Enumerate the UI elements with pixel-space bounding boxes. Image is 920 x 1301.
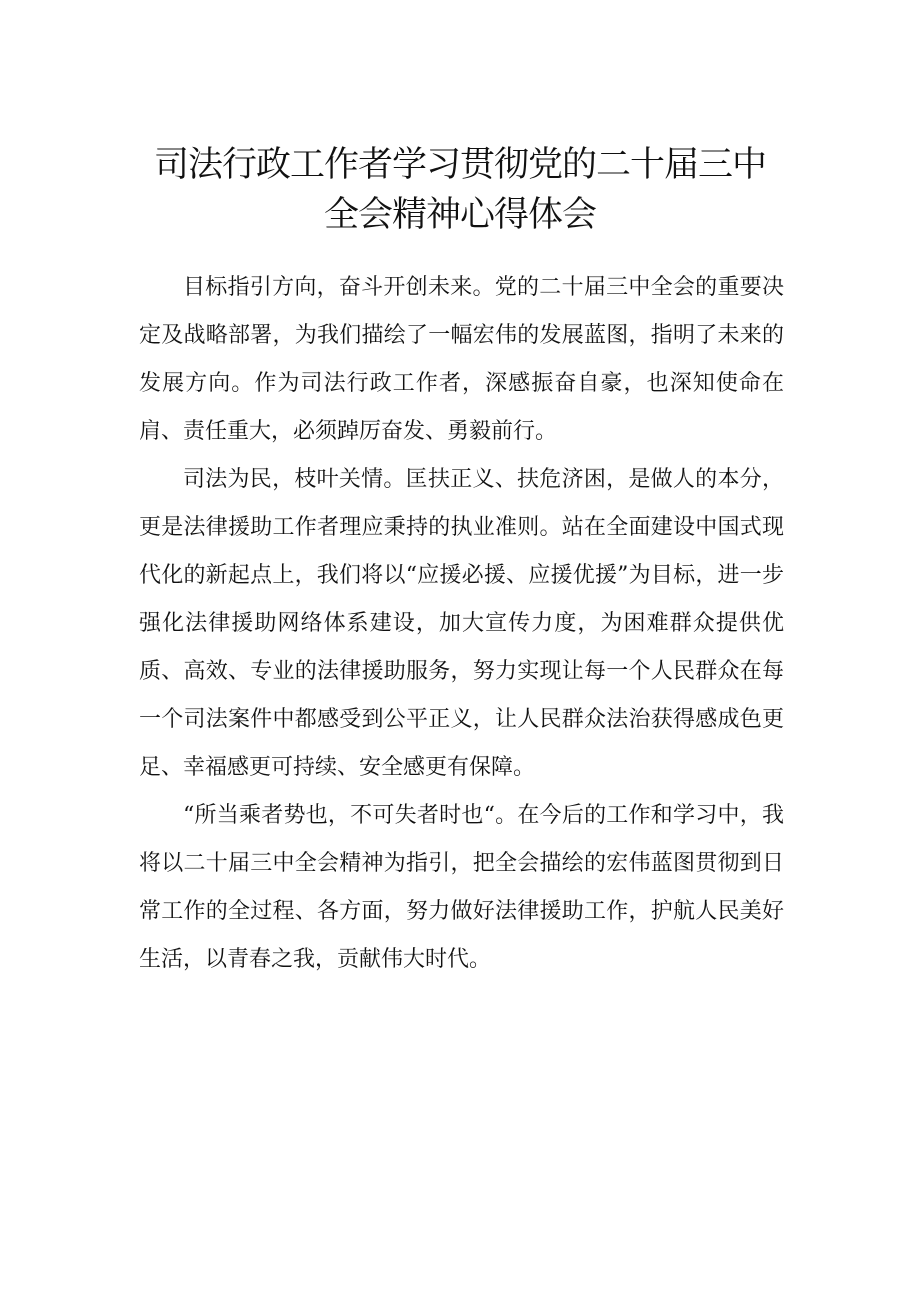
title-line-2: 全会精神心得体会 bbox=[323, 195, 596, 235]
paragraph-1: 目标指引方向，奋斗开创未来。党的二十届三中全会的重要决定及战略部署，为我们描绘了一幅宏伟的发展蓝图，指明了未来的发展方向。作为司法行政工作者，深感振奋自豪，也深知使命在肩、责任重大，必须踔厉奋发、勇毅前行。 bbox=[139, 275, 784, 444]
paragraph-2: 司法为民，枝叶关情。匡扶正义、扶危济困，是做人的本分，更是法律援助工作者理应秉持的执业准则。站在全面建设中国式现代化的新起点上，我们将以“应援必援、应援优援”为目标，进一步强化法律援助网络体系建设，加大宣传力度，为困难群众提供优质、高效、专业的法律援助服务，努力实现让每一个人民群众在每一个司法案件中都感受到公平正义，让人民群众法治获得感成色更足、幸福感更可持续、安全感更有保障。 bbox=[139, 467, 784, 780]
paragraph-3: “所当乘者势也，不可失者时也“。在今后的工作和学习中，我将以二十届三中全会精神为指引，把全会描绘的宏伟蓝图贯彻到日常工作的全过程、各方面，努力做好法律援助工作，护航人民美好生活，以青春之我，贡献伟大时代。 bbox=[139, 803, 784, 972]
document-body bbox=[139, 264, 784, 984]
document-title bbox=[100, 140, 820, 240]
title-line-1: 司法行政工作者学习贯彻党的二十届三中 bbox=[153, 145, 766, 185]
